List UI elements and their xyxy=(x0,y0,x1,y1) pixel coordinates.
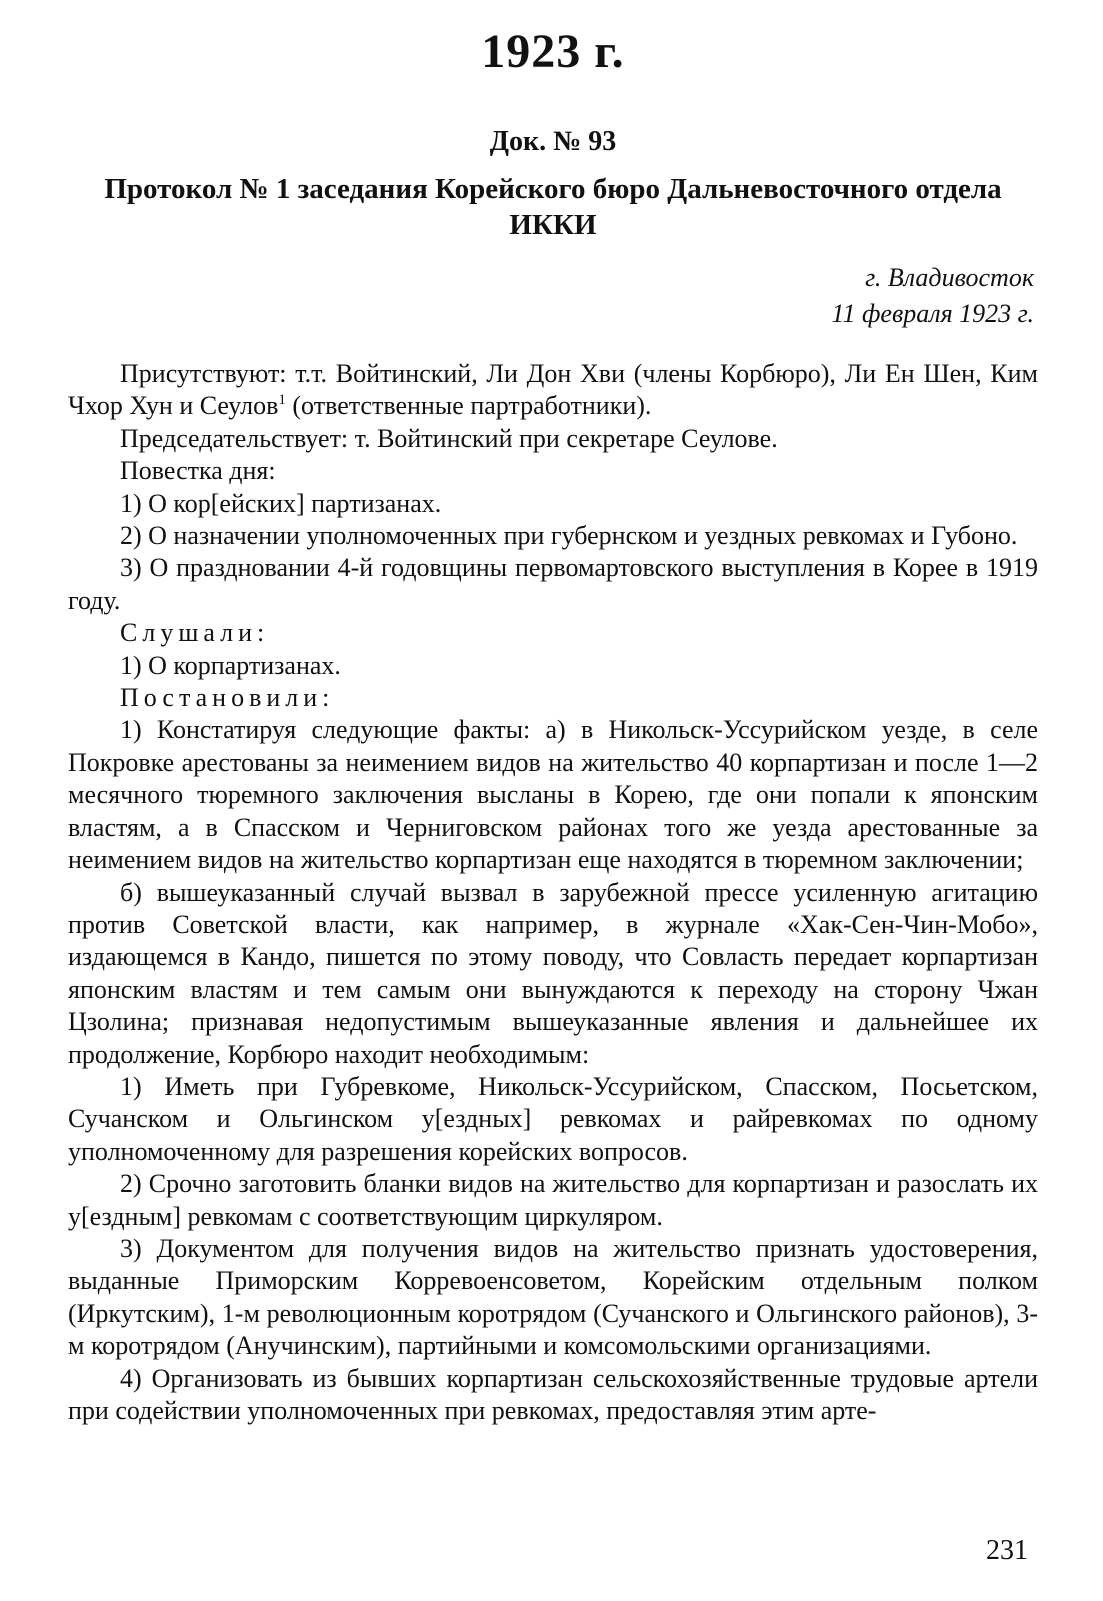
document-title xyxy=(68,171,1038,243)
document-number: Док. № 93 xyxy=(489,126,617,157)
resolution-point: 1) Иметь при Губревкоме, Никольск-Уссурийском, Спасском, Посьетском, Сучанском и Ольгинском у[ездных] ревкомах и райревкомах по одному уполномоченному для разрешения корейских вопросов. xyxy=(68,1071,1038,1166)
attendees-text-end: (ответственные партработники). xyxy=(285,391,652,421)
agenda-item: 2) О назначении уполномоченных при губернском и уездных ревкомах и Губоно. xyxy=(120,521,1018,551)
heard-item: 1) О корпартизанах. xyxy=(120,650,341,680)
page-number: 231 xyxy=(986,1535,1028,1566)
agenda-label: Повестка дня: xyxy=(120,456,276,486)
document-title-line-2: ИККИ xyxy=(509,209,597,241)
heard-label xyxy=(68,617,1038,649)
document-place: г. Владивосток xyxy=(865,263,1034,292)
chair-paragraph: Председательствует: т. Войтинский при секретаре Сеулове. xyxy=(120,423,778,453)
document-title-line-1: Протокол № 1 заседания Корейского бюро Дальневосточного отдела xyxy=(104,173,1002,205)
attendees-text: Присутствуют: т.т. Войтинский, Ли Дон Хви (члены Корбюро), Ли Ен Шен, Ким Чхор Хун и Сеулов xyxy=(68,359,1038,421)
resolution-point: 4) Организовать из бывших корпартизан сельскохозяйственные трудовые артели при содействии уполномоченных при ревкомах, предоставляя этим арте- xyxy=(68,1363,1038,1425)
document-date: 11 февраля 1923 г. xyxy=(831,299,1034,328)
resolved-label xyxy=(68,682,1038,714)
resolution-paragraph: б) вышеуказанный случай вызвал в зарубежной прессе усиленную агитацию против Советской власти, как например, в журнале «Хак-Сен-Чин-Мобо», издающемся в Кандо, пишется по этому поводу, что Совласть передает корпартизан японским властям и тем самым они вынуждаются к переходу на сторону Чжан Цзолина; признавая недопустимым вышеуказанные явления и дальнейшее их продолжение, Корбюро находит необходимым: xyxy=(68,877,1038,1069)
resolution-point: 2) Срочно заготовить бланки видов на жительство для корпартизан и разослать их у[ездным] ревкомам с соответствующим циркуляром. xyxy=(68,1169,1038,1231)
resolution-point: 3) Документом для получения видов на жительство признать удостоверения, выданные Приморским Корревоенсоветом, Корейским отдельным полком (Иркутским), 1-м революционным коротрядом (Сучанского и Ольгинского районов), 3-м коротрядом (Анучинским), партийными и комсомольскими организациями. xyxy=(68,1233,1038,1361)
agenda-item: 1) О кор[ейских] партизанах. xyxy=(120,488,442,518)
resolved-label-text: Постановили: xyxy=(120,683,335,713)
document-body xyxy=(68,358,1038,1427)
attendees-paragraph xyxy=(68,358,1038,423)
resolution-paragraph: 1) Констатируя следующие факты: а) в Никольск-Уссурийском уезде, в селе Покровке арестованы за неимением видов на жительство 40 корпартизан и после 1—2 месячного тюремного заключения высланы в Корею, где они попали к японским властям, а в Спасском и Черниговском районах того же уезда арестованные за неимением видов на жительство корпартизан еще находятся в тюремном заключении; xyxy=(68,715,1038,875)
place-and-date xyxy=(831,260,1034,332)
footnote-marker: 1 xyxy=(278,392,286,409)
document-page xyxy=(68,0,1038,1601)
agenda-item: 3) О праздновании 4-й годовщины первомартовского выступления в Корее в 1919 году. xyxy=(68,553,1038,615)
page-year-header: 1923 г. xyxy=(481,25,625,78)
heard-label-text: Слушали: xyxy=(120,618,270,648)
